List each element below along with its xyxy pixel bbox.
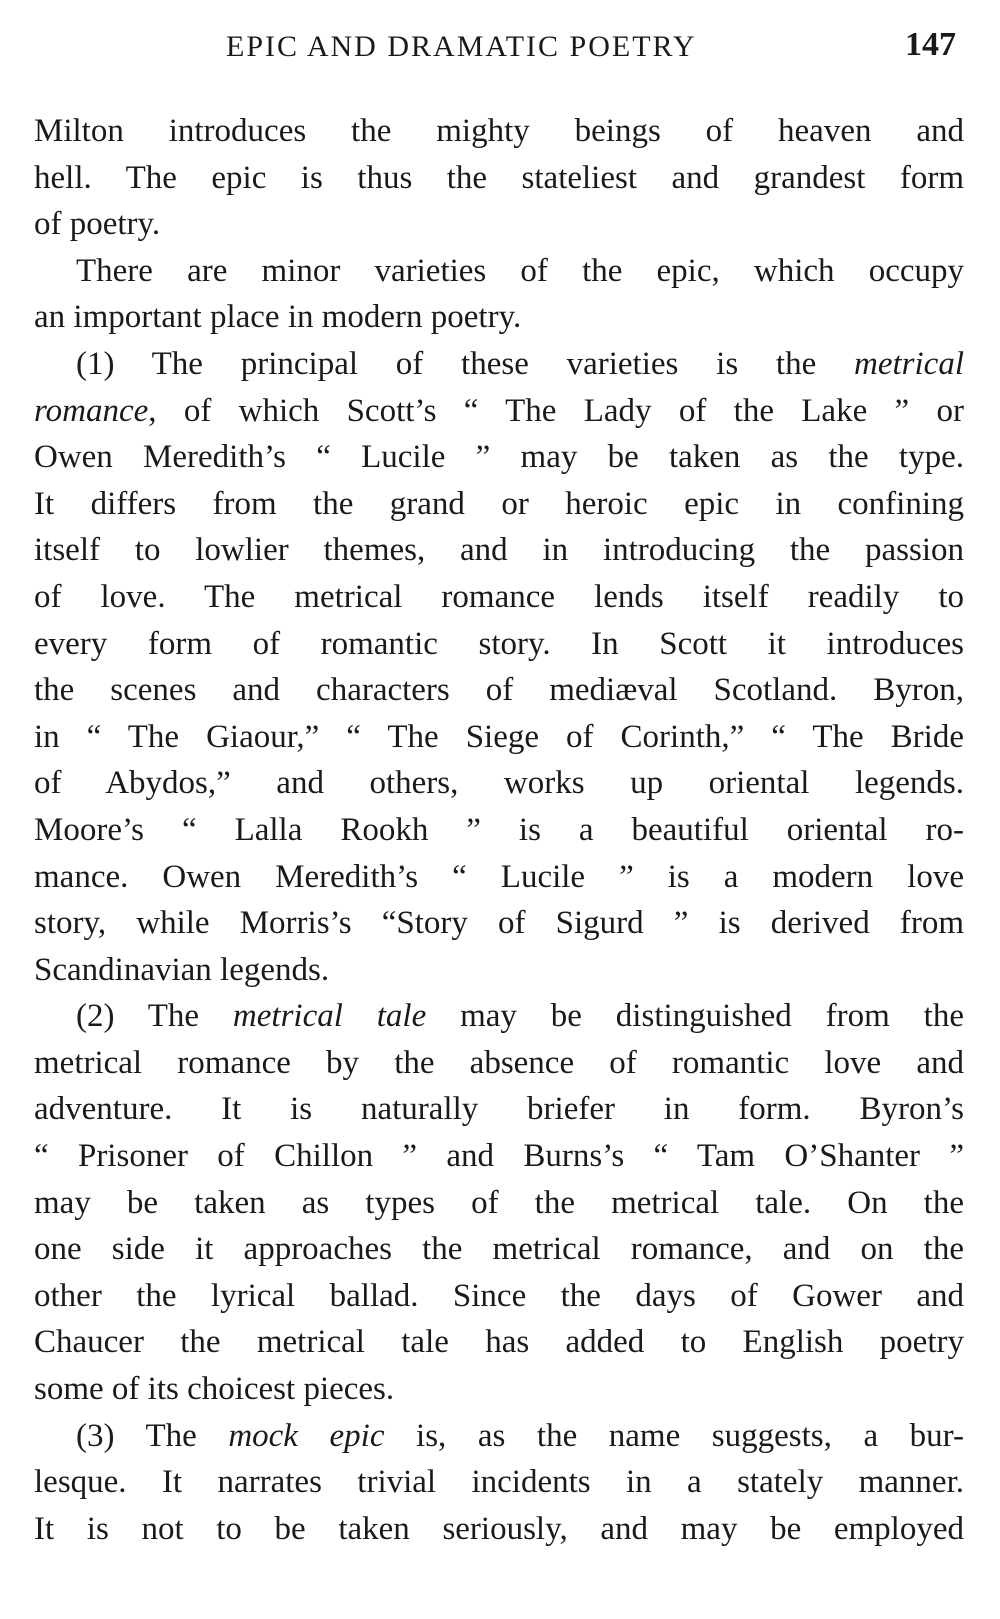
text-line: itself to lowlier themes, and in introducing the passion bbox=[34, 532, 964, 569]
text-line: of love. The metrical romance lends itself readily to bbox=[34, 578, 964, 615]
text-line: metrical romance by the absence of romantic love and bbox=[34, 1044, 964, 1081]
text-line: “ Prisoner of Chillon ” and Burns’s “ Tam O’Shanter ” bbox=[34, 1138, 964, 1175]
page-number: 147 bbox=[905, 26, 956, 63]
text-line: (2) The metrical tale may be distinguished from the bbox=[76, 998, 964, 1035]
text-line: Milton introduces the mighty beings of heaven and bbox=[34, 113, 964, 149]
page-header bbox=[0, 26, 1000, 76]
running-head: EPIC AND DRAMATIC POETRY bbox=[226, 30, 697, 63]
italic-term: mock epic bbox=[228, 1417, 385, 1454]
text-line: Scandinavian legends. bbox=[34, 951, 330, 988]
text-line: lesque. It narrates trivial incidents in a stately manner. bbox=[34, 1464, 964, 1501]
text-line: one side it approaches the metrical romance, and on the bbox=[34, 1231, 964, 1268]
text-line: may be taken as types of the metrical tale. On the bbox=[34, 1184, 964, 1221]
text-line: hell. The epic is thus the stateliest and grandest form bbox=[34, 159, 964, 196]
text-line: an important place in modern poetry. bbox=[34, 299, 522, 336]
text-line: every form of romantic story. In Scott it introduces bbox=[34, 625, 964, 662]
text-line: story, while Morris’s “Story of Sigurd ” is derived from bbox=[34, 905, 964, 942]
text-line: mance. Owen Meredith’s “ Lucile ” is a modern love bbox=[34, 858, 964, 895]
text-line: the scenes and characters of mediæval Scotland. Byron, bbox=[34, 672, 964, 709]
italic-term: metrical bbox=[854, 345, 964, 382]
text-line: of Abydos,” and others, works up oriental legends. bbox=[34, 765, 964, 802]
body-text bbox=[34, 108, 964, 1552]
text-line: adventure. It is naturally briefer in form. Byron’s bbox=[34, 1091, 964, 1128]
text-line: There are minor varieties of the epic, which occupy bbox=[76, 252, 964, 289]
text-line: It differs from the grand or heroic epic in confining bbox=[34, 485, 964, 522]
text-line: other the lyrical ballad. Since the days of Gower and bbox=[34, 1277, 964, 1314]
text-line: (3) The mock epic is, as the name suggests, a bur- bbox=[76, 1417, 964, 1454]
italic-term: romance bbox=[34, 392, 149, 429]
text-line: some of its choicest pieces. bbox=[34, 1371, 395, 1408]
text-line: Moore’s “ Lalla Rookh ” is a beautiful oriental ro- bbox=[34, 811, 964, 848]
text-line: Chaucer the metrical tale has added to English poetry bbox=[34, 1324, 964, 1361]
text-line: in “ The Giaour,” “ The Siege of Corinth,” “ The Bride bbox=[34, 718, 964, 755]
text-line: It is not to be taken seriously, and may be employed bbox=[34, 1510, 964, 1547]
italic-term: metrical tale bbox=[232, 998, 427, 1035]
text-line: of poetry. bbox=[34, 206, 161, 243]
text-line: (1) The principal of these varieties is the metrical bbox=[76, 345, 964, 382]
text-line: romance, of which Scott’s “ The Lady of the Lake ” or bbox=[34, 392, 964, 429]
text-line: Owen Meredith’s “ Lucile ” may be taken as the type. bbox=[34, 439, 964, 476]
